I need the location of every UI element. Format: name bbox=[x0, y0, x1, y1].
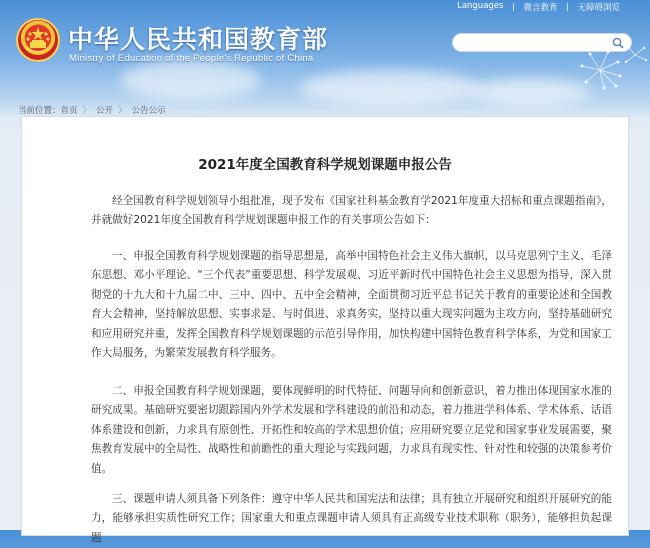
article-paragraph: 一、申报全国教育科学规划课题的指导思想是，高举中国特色社会主义伟大旗帜，以马克思列宁主义、毛泽东思想、邓小平理论、“三个代表”重要思想、科学发展观、习近平新时代中国特色社会主义思想为指导，深入贯彻党的十九大和十九届二中、三中、四中、五中全会精神，全面贯彻习近平总书记关于教育的重要论述和全国教育大会精神，坚持解放思想、实事求是、与时俱进、求真务实，坚持以重大现实问题为主攻方向，坚持基础研究和应用研究并重，发挥全国教育科学规划课题的示范引导作用，加快构建中国特色教育科学体系，为党和国家工作大局服务，为繁荣发展教育科学服务。 bbox=[91, 250, 612, 360]
languages-link[interactable]: Languages bbox=[457, 1, 504, 11]
header-cloud bbox=[300, 70, 480, 106]
site-header bbox=[0, 0, 650, 100]
breadcrumb-public[interactable]: 公开 bbox=[96, 106, 114, 116]
breadcrumb-announcements[interactable]: 公告公示 bbox=[131, 106, 166, 116]
article-title: 2021年度全国教育科学规划课题申报公告 bbox=[198, 157, 452, 173]
article-paragraph: 经全国教育科学规划领导小组批准，现予发布《国家社科基金教育学2021年度重大招标和重点课题指南》，并就做好2021年度全国教育科学规划课题申报工作的有关事项公告如下： bbox=[91, 195, 612, 227]
site-title[interactable]: 中华人民共和国教育部 bbox=[68, 25, 329, 54]
article-paragraph: 三、课题申请人须具备下列条件：遵守中华人民共和国宪法和法律；具有独立开展研究和组织开展研究的能力，能够承担实质性研究工作；国家重大和重点课题申请人须具有正高级专业技术职称（职务），能够担负起课题 bbox=[91, 493, 612, 544]
breadcrumb-label: 当前位置： bbox=[18, 106, 61, 116]
header-cloud bbox=[120, 60, 260, 100]
article-paragraph: 二、申报全国教育科学规划课题，要体现鲜明的时代特征、问题导向和创新意识，着力推出体现国家水准的研究成果。基础研究要密切跟踪国内外学术发展和学科建设的前沿和动态，着力推进学科体系、学术体系、话语体系建设和创新，力求具有原创性、开拓性和较高的学术思想价值；应用研究要立足党和国家事业发展需要，聚焦教育发展中的全局性、战略性和前瞻性的重大理论与实践问题，力求具有现实性、针对性和较强的决策参考价值。 bbox=[91, 385, 612, 475]
national-emblem-icon[interactable] bbox=[16, 18, 60, 62]
breadcrumb-separator: 〉 bbox=[118, 106, 127, 116]
weiyan-education-link[interactable]: 微言教育 bbox=[513, 1, 567, 13]
dandelion-decoration-icon bbox=[530, 40, 650, 110]
breadcrumb bbox=[18, 104, 166, 116]
site-subtitle: Ministry of Education of the People's Republic of China bbox=[69, 53, 314, 64]
article-panel bbox=[21, 116, 629, 544]
top-links bbox=[447, 1, 630, 13]
breadcrumb-separator: 〉 bbox=[82, 106, 92, 116]
breadcrumb-home[interactable]: 首页 bbox=[60, 106, 78, 116]
accessibility-link[interactable]: 无障碍浏览 bbox=[567, 1, 630, 13]
